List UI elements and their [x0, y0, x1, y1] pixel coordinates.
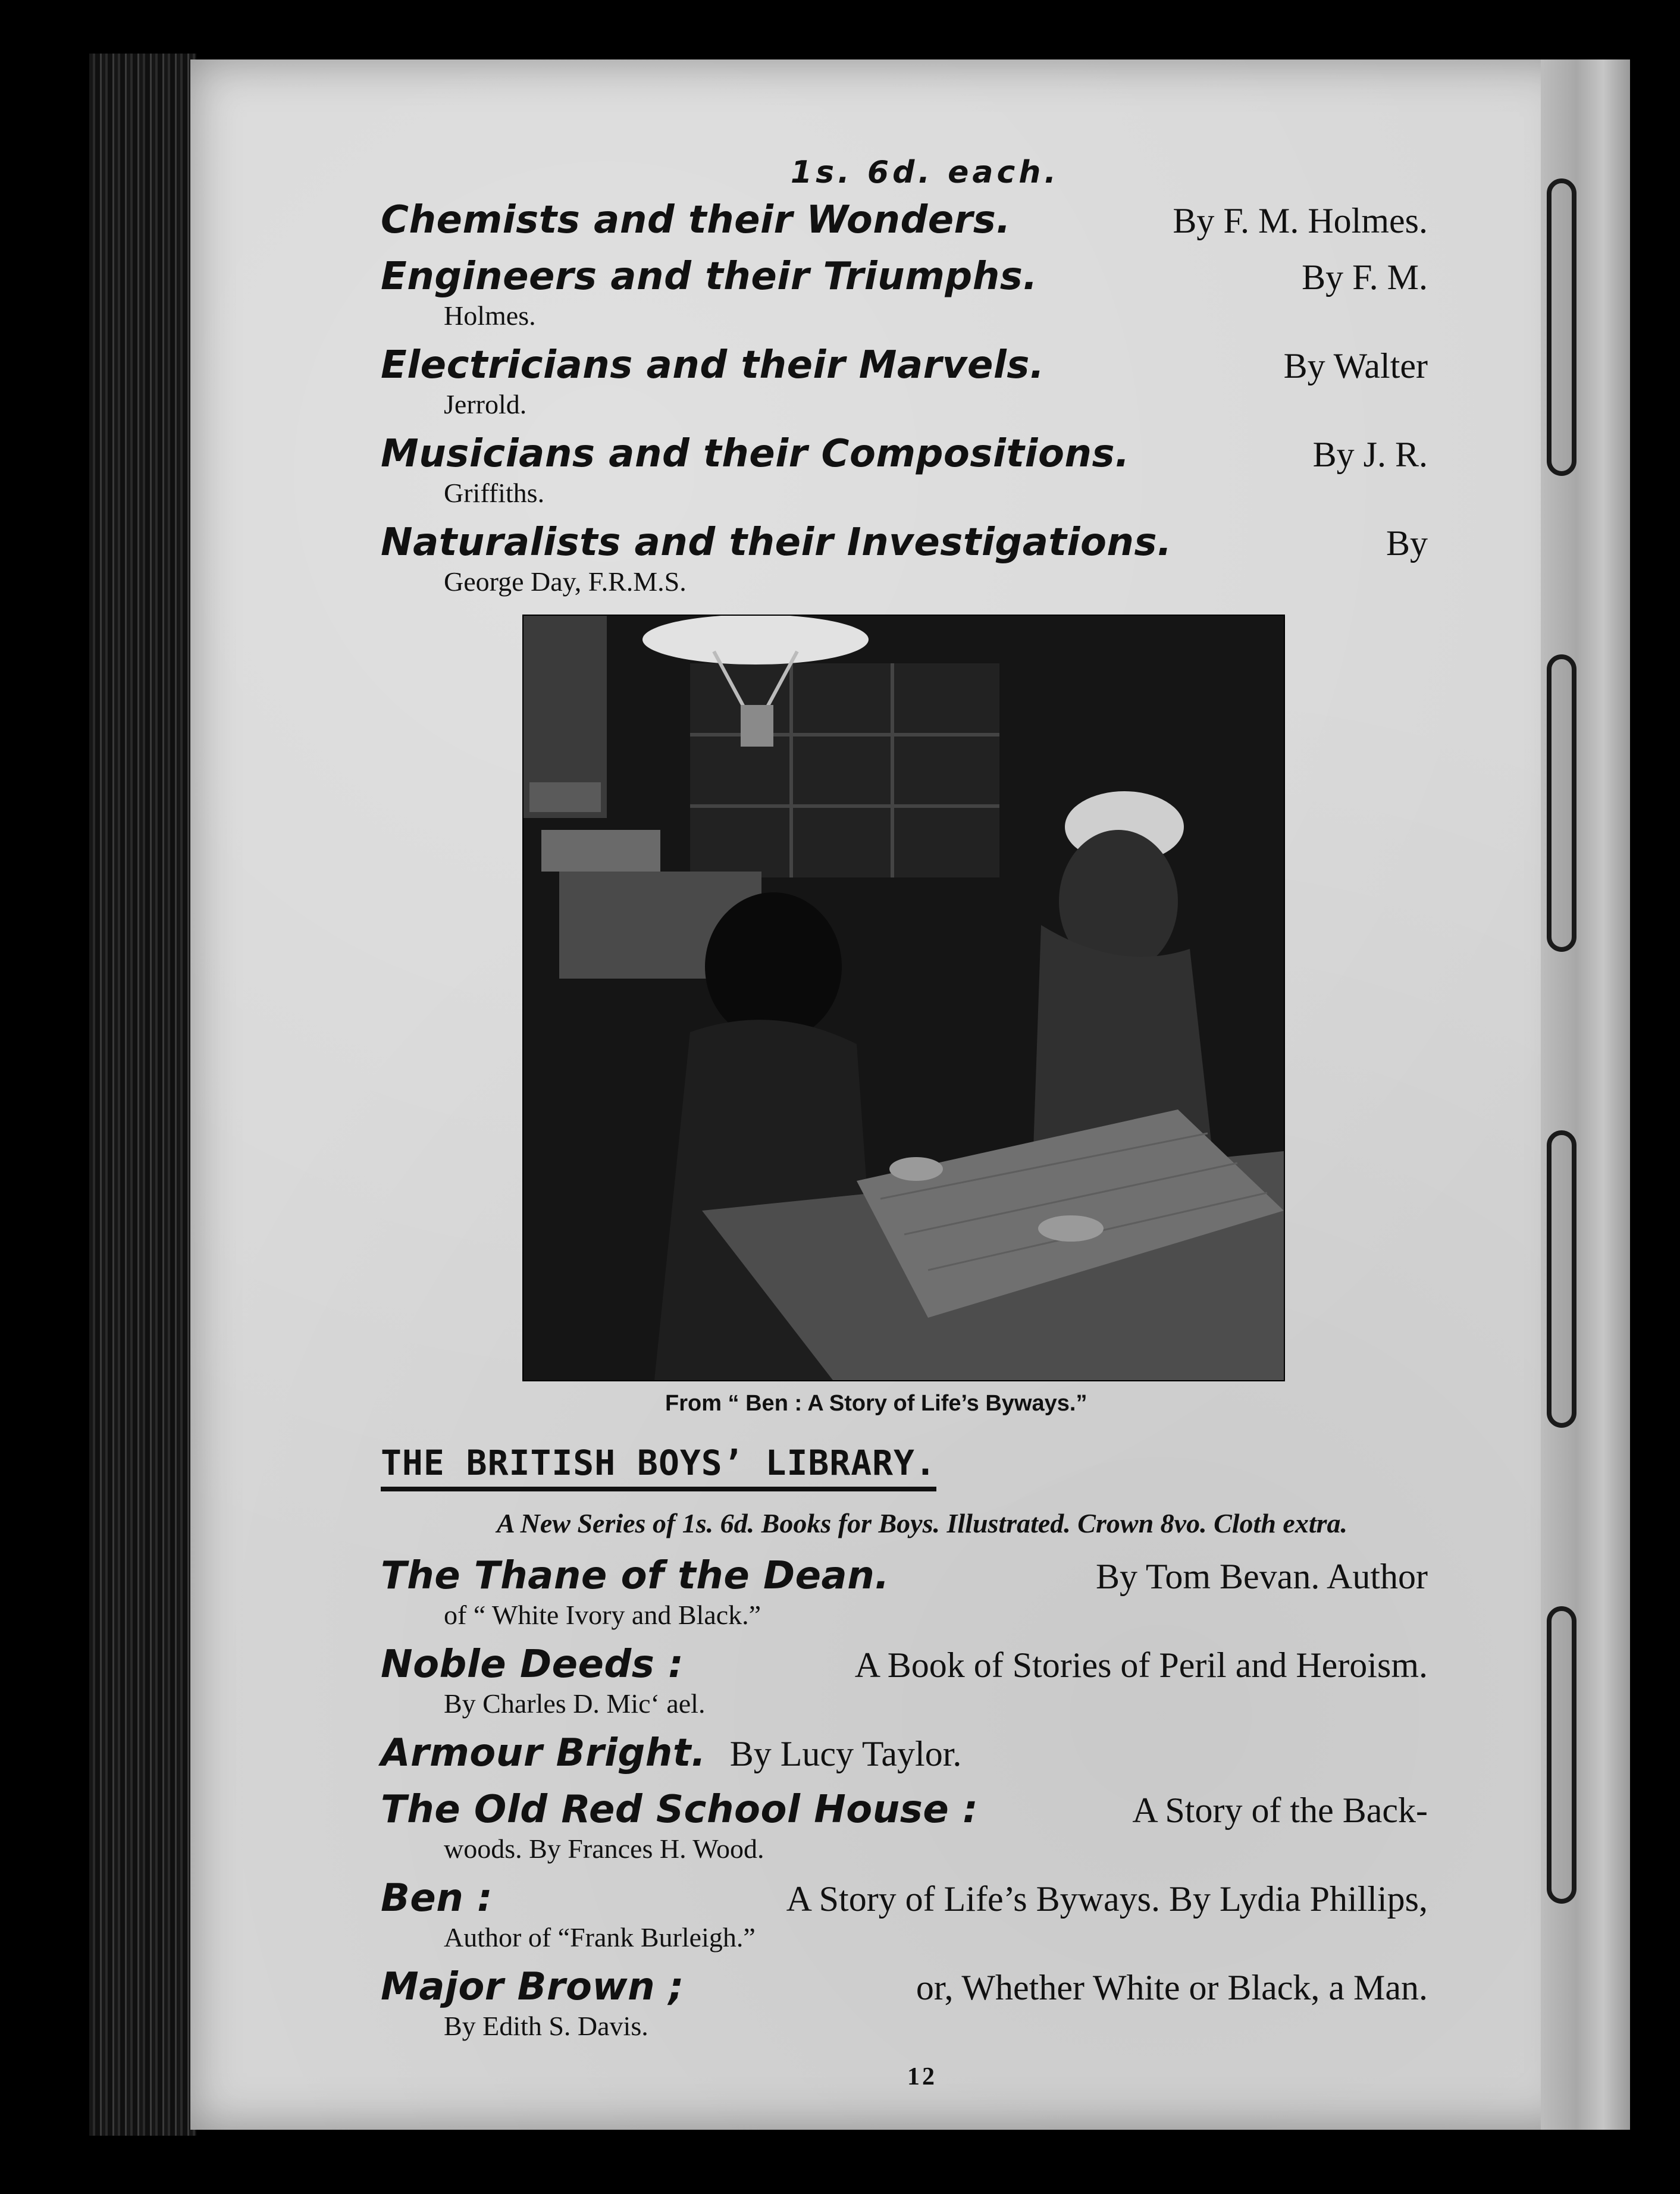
book-title: Engineers and their Triumphs. [381, 255, 1038, 299]
book-author-continuation: By Charles D. Mic‘ ael. [444, 1688, 706, 1719]
book-title: Noble Deeds : [381, 1643, 684, 1687]
binding-ring [1547, 654, 1576, 952]
book-title: Musicians and their Compositions. [381, 432, 1130, 476]
book-byline: By Walter [1283, 346, 1428, 385]
book-author-continuation: Holmes. [444, 300, 536, 331]
book-byline: By F. M. [1302, 258, 1428, 297]
book-byline: By [1386, 524, 1428, 563]
binding-ring [1547, 1606, 1576, 1904]
book-title: Ben : [381, 1876, 493, 1920]
book-entry [381, 1553, 1428, 1631]
book-title: Chemists and their Wonders. [381, 198, 1011, 242]
illustration-picture [524, 616, 1284, 1380]
book-author-continuation: By Edith S. Davis. [444, 2011, 648, 2041]
binding-ring [1547, 1130, 1576, 1428]
book-author-continuation: Jerrold. [444, 389, 527, 419]
book-byline: By J. R. [1312, 435, 1428, 474]
book-author-continuation: George Day, F.R.M.S. [444, 566, 687, 597]
top-book-list [381, 198, 1428, 598]
series-description: A New Series of 1s. 6d. Books for Boys. Illustrated. Crown 8vo. Cloth extra. [497, 1508, 1347, 1538]
book-author-continuation: Griffiths. [444, 478, 545, 508]
book-byline: By Tom Bevan. Author [1095, 1557, 1428, 1596]
book-entry [381, 254, 1428, 332]
book-byline: By Lucy Taylor. [729, 1734, 962, 1773]
book-entry [381, 198, 1428, 243]
book-byline: A Story of Life’s Byways. By Lydia Phillips, [786, 1879, 1428, 1919]
book-author-continuation: of “ White Ivory and Black.” [444, 1600, 761, 1630]
binding-ring [1547, 178, 1576, 476]
book-entry [381, 1876, 1428, 1954]
book-spine [89, 54, 196, 2136]
book-title: Naturalists and their Investigations. [381, 521, 1172, 565]
book-title: Electricians and their Marvels. [381, 343, 1045, 387]
book-entry [381, 1731, 1428, 1776]
bottom-book-list [381, 1553, 1428, 2042]
book-entry [381, 1787, 1428, 1865]
illustration-caption: From “ Ben : A Story of Life’s Byways.” [665, 1391, 1087, 1416]
page-content [381, 143, 1428, 2091]
book-author-continuation: woods. By Frances H. Wood. [444, 1833, 764, 1864]
book-entry [381, 520, 1428, 598]
illustration-engraving [522, 615, 1285, 1381]
page-number: 12 [907, 2063, 937, 2090]
book-byline: A Book of Stories of Peril and Heroism. [854, 1646, 1428, 1685]
book-entry [381, 343, 1428, 421]
book-entry [381, 431, 1428, 509]
price-header: 1s. 6d. each. [790, 155, 1060, 190]
book-title: The Thane of the Dean. [381, 1554, 890, 1598]
book-entry [381, 1964, 1428, 2042]
series-heading: THE BRITISH BOYS’ LIBRARY. [381, 1443, 936, 1491]
book-author-continuation: Author of “Frank Burleigh.” [444, 1922, 756, 1952]
book-title: The Old Red School House : [381, 1788, 979, 1832]
book-entry [381, 1642, 1428, 1720]
book-byline: By F. M. Holmes. [1173, 201, 1428, 240]
book-title: Armour Bright. [381, 1731, 706, 1775]
book-title: Major Brown ; [381, 1965, 684, 2009]
book-byline: or, Whether White or Black, a Man. [916, 1968, 1428, 2007]
book-byline: A Story of the Back- [1132, 1791, 1428, 1830]
